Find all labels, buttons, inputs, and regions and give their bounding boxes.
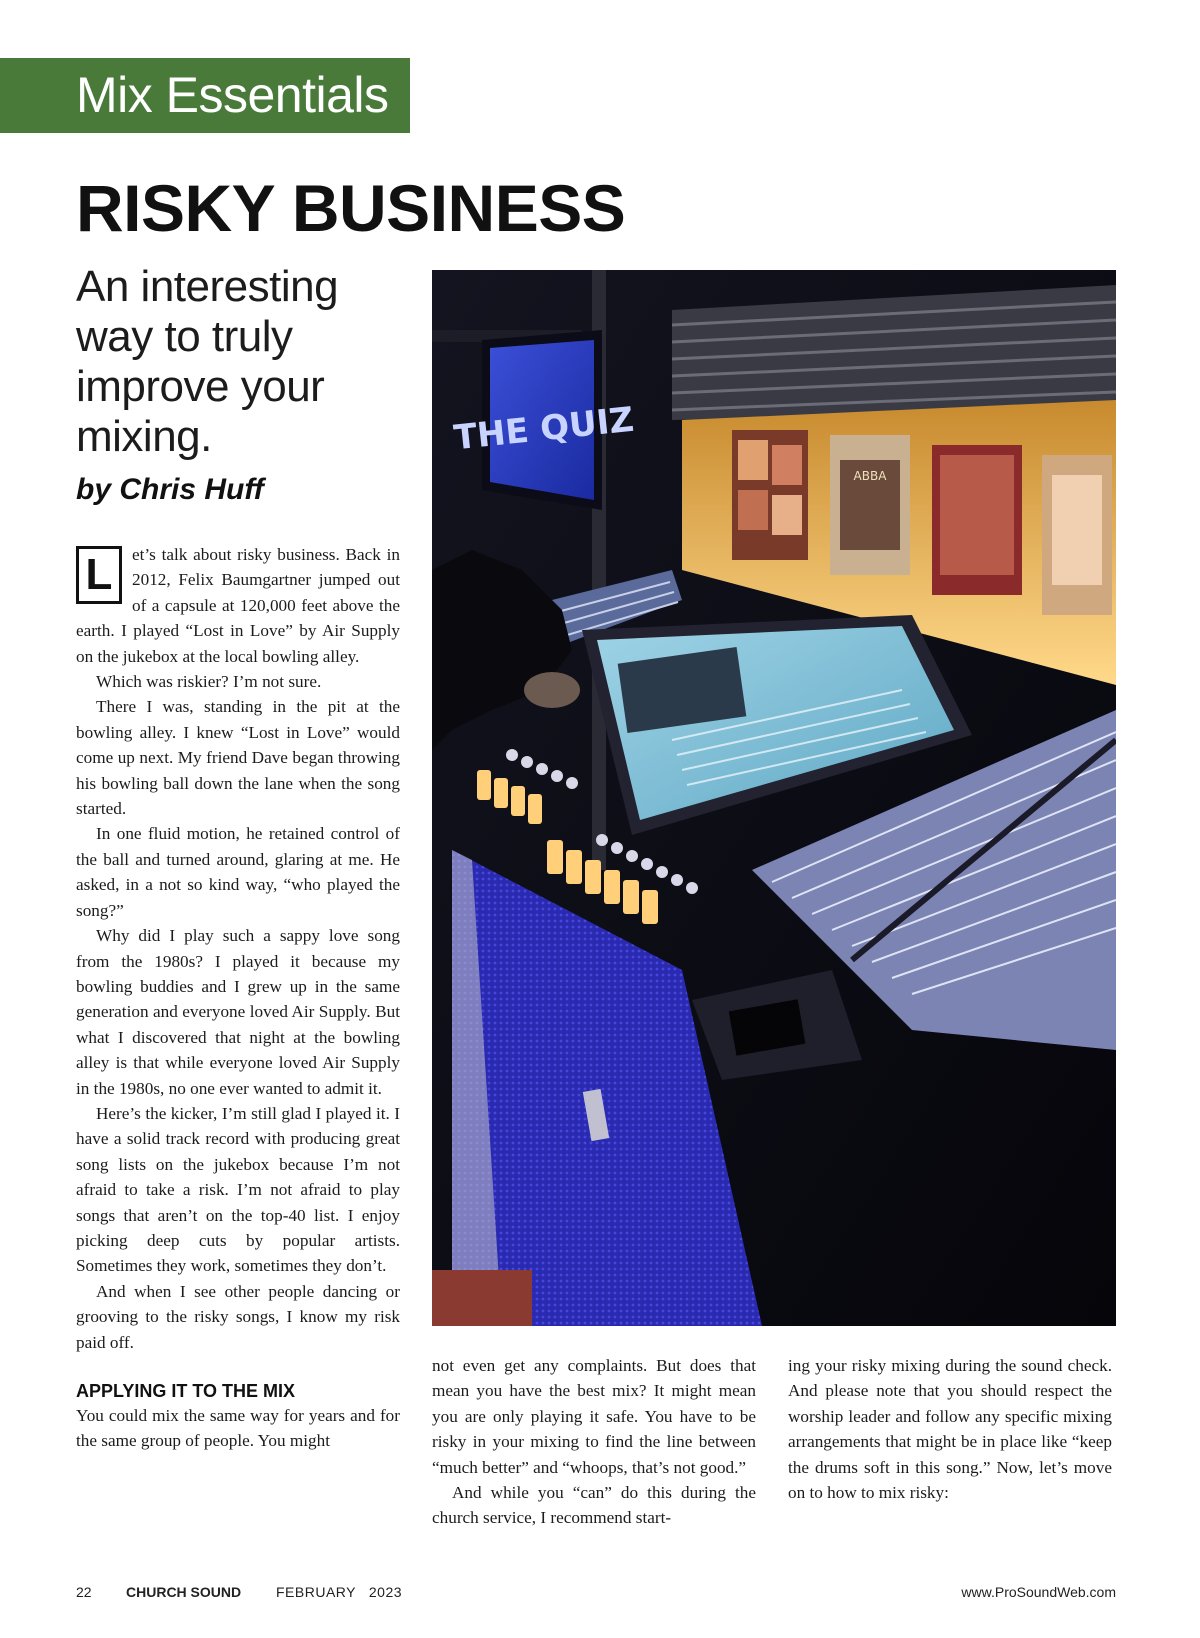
- paragraph: not even get any complaints. But does that mean you have the best mix? It might mean you are only playing it safe. You have to be risky in your mixing to find the line between “much better” and “whoops, that’s not good.”: [432, 1356, 756, 1477]
- paragraph: ing your risky mixing during the sound check. And please note that you should respect the worship leader and follow any specific mixing arrangements that might be in place like “keep the drums soft in this song.” Now, let’s move on to how to mix risky:: [788, 1356, 1112, 1503]
- article-column-1: [76, 542, 400, 1454]
- page-number: 22: [76, 1584, 92, 1600]
- website-link[interactable]: www.ProSoundWeb.com: [961, 1584, 1116, 1600]
- section-subhead: APPLYING IT TO THE MIX: [76, 1381, 296, 1401]
- drop-cap: L: [76, 546, 122, 604]
- page-footer: [76, 1584, 1116, 1608]
- paragraph: There I was, standing in the pit at the bowling alley. I knew “Lost in Love” would come up next. My friend Dave began throwing his bowling ball down the lane when the song started.: [76, 697, 400, 819]
- byline: by Chris Huff: [76, 473, 264, 506]
- paragraph: You could mix the same way for years and for the same group of people. You might: [76, 1406, 400, 1451]
- paragraph: [76, 542, 400, 669]
- paragraph: And when I see other people dancing or grooving to the risky songs, I know my risk paid off.: [76, 1281, 400, 1352]
- section-label: Mix Essentials: [0, 58, 410, 133]
- headline: RISKY BUSINESS: [76, 171, 626, 245]
- quiz-screen-text: THE QUIZ: [452, 399, 636, 459]
- paragraph: Here’s the kicker, I’m still glad I played it. I have a solid track record with producing great song lists on the jukebox because I’m not afraid to take a risk. I’m not afraid to play songs that aren’t on the top-40 list. I enjoy picking deep cuts by popular artists. Sometimes they work, sometimes they don’t.: [76, 1103, 400, 1276]
- paragraph-text: et’s talk about risky business. Back in 2012, Felix Baumgartner jumped out of a capsule at 120,000 feet above the earth. I played “Lost in Love” by Air Supply on the jukebox at the local bowling alley.: [76, 545, 400, 666]
- article-column-2: [432, 1353, 756, 1531]
- paragraph: Which was riskier? I’m not sure.: [96, 672, 322, 692]
- paragraph: In one fluid motion, he retained control of the ball and turned around, glaring at me. He asked, in a not so kind way, “who played the song?”: [76, 824, 400, 920]
- deck-subtitle: An interesting way to truly improve your mixing.: [76, 262, 339, 461]
- jukebox-photo: [432, 270, 1116, 1326]
- paragraph: Why did I play such a sappy love song from the 1980s? I played it because my bowling buddies and I grew up in the same generation and everyone loved Air Supply. But what I discovered that night at the bowling alley is that while everyone loved Air Supply in the 1980s, no one ever wanted to admit it.: [76, 926, 400, 1098]
- magazine-name: CHURCH SOUND: [126, 1584, 242, 1600]
- issue-date: FEBRUARY 2023: [276, 1584, 403, 1600]
- album-text: ABBA: [853, 469, 887, 483]
- article-column-3: [788, 1353, 1112, 1505]
- paragraph: And while you “can” do this during the church service, I recommend start-: [432, 1483, 756, 1528]
